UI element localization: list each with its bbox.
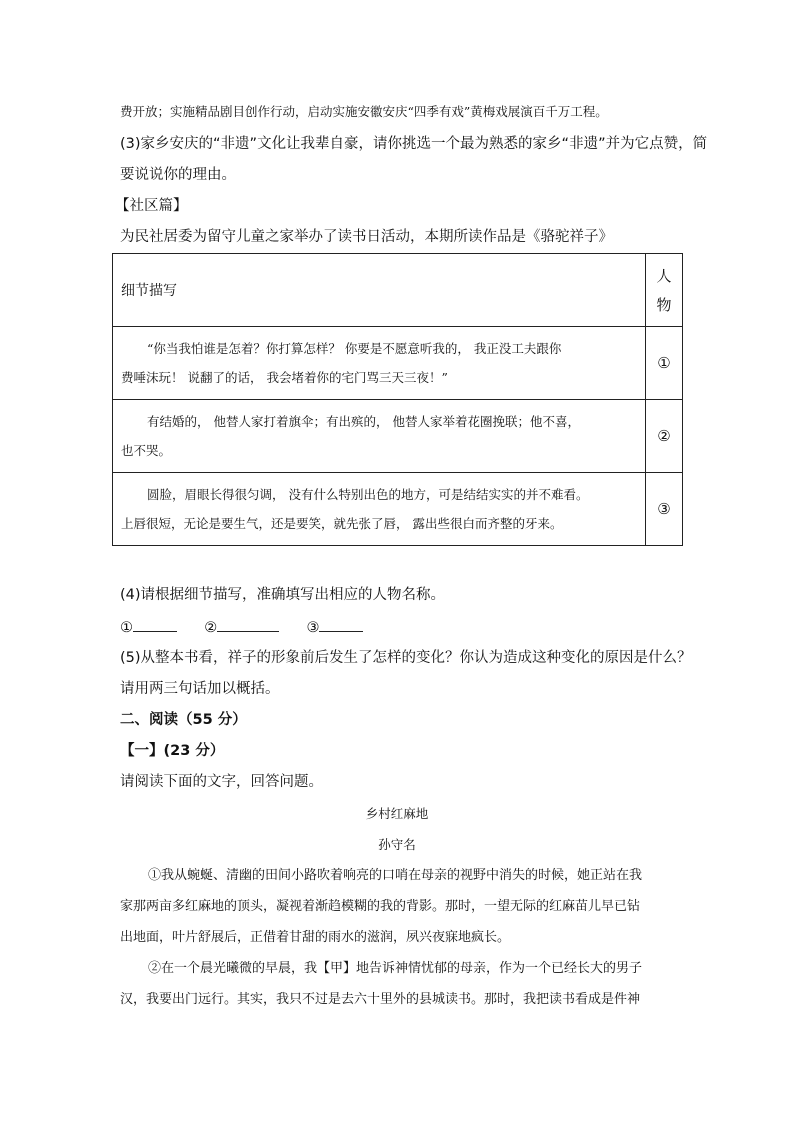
question-3-line-2: 要说说你的理由。 xyxy=(120,167,236,183)
section-2-heading: 二、阅读（55 分） xyxy=(120,712,247,728)
table-header-row xyxy=(113,254,683,327)
detail-line: 圆脸，眉眼长得很匀调， 没有什么特别出色的地方，可是结结实实的并不难看。 xyxy=(147,487,589,502)
answer-blank-3[interactable] xyxy=(319,617,363,632)
blank-label-3: ③ xyxy=(306,620,320,636)
part-1-heading: 【一】(23 分） xyxy=(120,743,225,759)
paragraph-1-line: 家那两亩多红麻地的顶头，凝视着渐趋模糊的我的背影。那时，一望无际的红麻苗儿早已钻 xyxy=(120,899,641,914)
detail-line: 有结婚的， 他替人家打着旗伞；有出殡的， 他替人家举着花圈挽联；他不喜， xyxy=(147,414,580,429)
paragraph-1-line: 出地面，叶片舒展后，正借着甘甜的雨水的滋润，夙兴夜寐地疯长。 xyxy=(120,930,511,945)
detail-cell xyxy=(113,327,646,400)
header-person xyxy=(646,254,683,327)
header-detail: 细节描写 xyxy=(113,254,646,327)
detail-line: “你当我怕谁是怎着？你打算怎样？ 你要是不愿意听我的， 我正没工夫跟你 xyxy=(147,341,562,356)
article-title: 乡村红麻地 xyxy=(365,806,429,821)
community-heading: 【社区篇】 xyxy=(115,198,188,214)
paragraph-2-line: ②在一个晨光曦微的早晨，我【甲】地告诉神情忧郁的母亲，作为一个已经长大的男子 xyxy=(148,961,643,976)
detail-table xyxy=(112,253,683,546)
paragraph-2-line: 汉，我要出门远行。其实，我只不过是去六十里外的县城读书。那时，我把读书看成是件神 xyxy=(120,992,641,1007)
question-3-line-1: (3)家乡安庆的“非遗”文化让我辈自豪，请你挑选一个最为熟悉的家乡“非遗”并为它点赞，简 xyxy=(120,136,708,152)
detail-line: 也不哭。 xyxy=(121,443,172,458)
detail-line: 上唇很短，无论是要生气，还是要笑，就先张了唇， 露出些很白而齐整的牙来。 xyxy=(121,516,563,531)
paragraph-1-line: ①我从蜿蜒、清幽的田间小路吹着响亮的口哨在母亲的视野中消失的时候，她正站在我 xyxy=(148,868,643,883)
header-person-1: 人 xyxy=(656,267,672,285)
person-mark: ② xyxy=(646,400,683,473)
community-intro: 为民社居委为留守儿童之家举办了读书日活动，本期所读作品是《骆驼祥子》 xyxy=(120,229,613,245)
table-row xyxy=(113,327,683,400)
table-row xyxy=(113,400,683,473)
person-mark: ① xyxy=(646,327,683,400)
question-5-line-2: 请用两三句话加以概括。 xyxy=(120,681,280,697)
header-person-2: 物 xyxy=(656,296,672,314)
blank-label-1: ① xyxy=(120,620,133,636)
detail-cell xyxy=(113,473,646,546)
table-row xyxy=(113,473,683,546)
intro-line: 费开放；实施精品剧目创作行动，启动实施安徽安庆“四季有戏”黄梅戏展演百千万工程。 xyxy=(120,104,608,119)
answer-blank-1[interactable] xyxy=(133,617,177,632)
answer-blanks xyxy=(120,617,363,638)
person-mark: ③ xyxy=(646,473,683,546)
question-5-line-1: (5)从整本书看，祥子的形象前后发生了怎样的变化？你认为造成这种变化的原因是什么？ xyxy=(120,650,692,666)
article-author: 孙守名 xyxy=(378,837,416,852)
question-4: (4)请根据细节描写，准确填写出相应的人物名称。 xyxy=(120,587,446,603)
reading-instruction: 请阅读下面的文字，回答问题。 xyxy=(120,774,323,790)
detail-cell xyxy=(113,400,646,473)
answer-blank-2[interactable] xyxy=(217,617,279,632)
blank-label-2: ② xyxy=(204,620,218,636)
detail-line: 费唾沫玩！ 说翻了的话， 我会堵着你的宅门骂三天三夜！” xyxy=(121,370,448,385)
